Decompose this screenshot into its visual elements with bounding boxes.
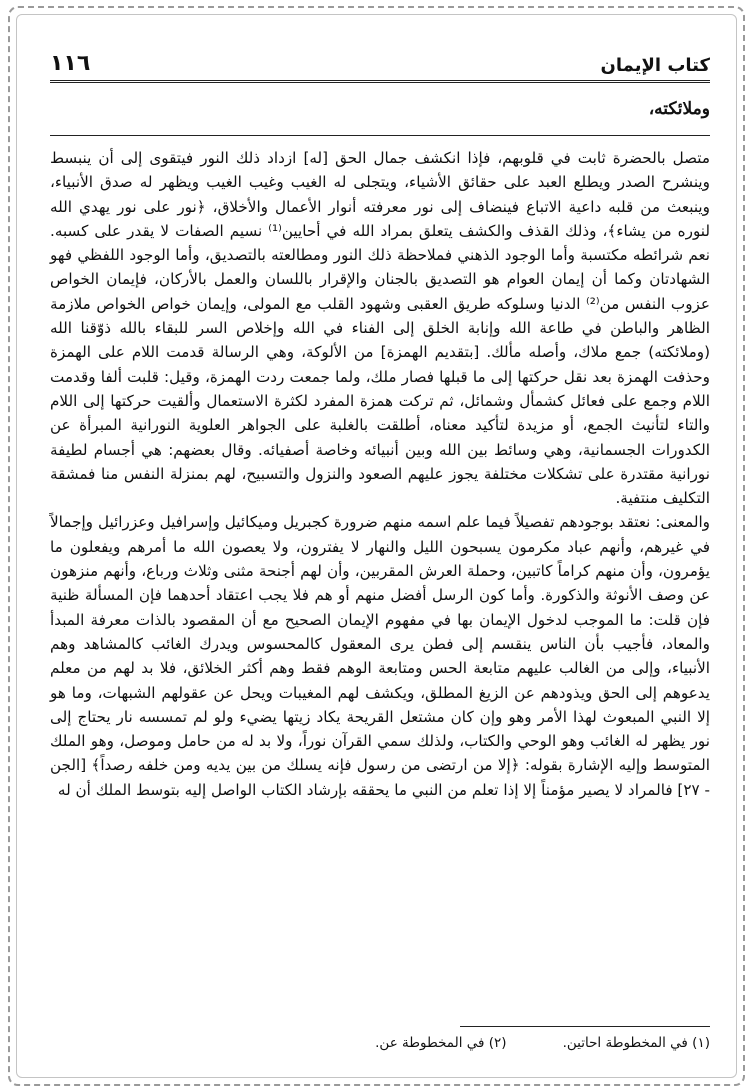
page-number: ١١٦ (50, 51, 91, 76)
lemma-heading: وملائكته، (648, 99, 710, 119)
header-rule (50, 80, 710, 83)
body-text (50, 146, 710, 802)
running-header (50, 40, 710, 80)
footnote-1: (١) في المخطوطة احاتين. (562, 1035, 710, 1051)
body-paragraph: والمعنى: نعتقد بوجودهم تفصيلاً فيما علم اسمه منهم ضرورة كجبريل وميكائيل وإسرافيل وعزرائيل وإجمالاً في غيرهم، وأنهم عباد مكرمون يسبحون الليل والنهار لا يفترون، ولا يعصون الله ما أمرهم ويفعلون ما يؤمرون، وأن منهم كراماً كاتبين، وحملة العرش المقربين، وأن لهم أجنحة مثنى وثلاث ورباع، وأنهم منزهون عن وصف الأنوثة والذكورة. وأما كون الرسل أفضل منهم أو هم فلا يجب اعتقاد أحدهما فإن المسألة ظنية فإن قلت: ما الموجب لدخول الإيمان بها في مفهوم الإيمان الصحيح مع أن المقصود بالذات معرفة المبدأ والمعاد، فأجيب بأن الناس ينقسم إلى فطن يرى المعقول كالمحسوس ويدرك الغائب كالمشاهد وهم الأنبياء، وإلى من الغالب عليهم متابعة الحس ومتابعة الوهم فقط وهم أكثر الخلائق، فلا بد لهم من معلم يدعوهم إلى الحق ويذودهم عن الزيغ المطلق، ويكشف لهم المغيبات ويحل عن عقولهم الشبهات، وما هو إلا النبي المبعوث لهذا الأمر وهو وإن كان مشتعل القريحة يكاد زيتها يضيء ولو لم تمسسه نار يحتاج إلى نور يظهر له الغائب وهو الوحي والكتاب، ولذلك سمي القرآن نوراً، ولا بد له من حامل وموصل، وهو الملك المتوسط وإليه الإشارة بقوله: ﴿إلا من ارتضى من رسول فإنه يسلك من بين يديه ومن خلفه رصداً﴾ [الجن - ٢٧] فالمراد لا يصير مؤمناً إلا إذا تعلم من النبي ما يحققه بإرشاد الكتاب الواصل إليه بتوسط الملك أن له (50, 513, 710, 799)
footnote-2: (٢) في المخطوطة عن. (375, 1035, 507, 1051)
document-page (50, 40, 710, 802)
footnote-rule (460, 1026, 710, 1027)
section-rule (50, 135, 710, 136)
footnotes (50, 1035, 710, 1051)
book-title: كتاب الإيمان (600, 55, 710, 76)
body-paragraph: متصل بالحضرة ثابت في قلوبهم، فإذا انكشف جمال الحق [له] ازداد ذلك النور فيتقوى إلى أن ينبسط وينشرح الصدر ويطلع العبد على حقائق الأشياء، ويتجلى له الغيب وغيب الغيب ويظهر له صدق الأنبياء، وينبعث من قلبه داعية الاتباع فينضاف إلى نور معرفته أنوار الأعمال والأخلاق، ﴿نور على نور يهدي الله لنوره من يشاء﴾، وذلك القذف والكشف يتعلق بمراد الله في أحايين⁽¹⁾ نسيم الصفات لا يقدر على كسبه. نعم شرائطه مكتسبة وأما الوجود الذهني فملاحظة ذلك النور ومطالعته بالتصديق، وأما الوجود اللفظي فهو الشهادتان وكما أن إيمان العوام هو التصديق بالجنان والإقرار باللسان والعمل بالأركان، فإيمان الخواص عزوب النفس من⁽²⁾ الدنيا وسلوكه طريق العقبى وشهود القلب مع المولى، وإيمان خواص الخواص ملازمة الظاهر والباطن في طاعة الله وإنابة الخلق إلى الفناء في الله وإخلاص السر للبقاء بالله ذوّقنا الله (وملائكته) جمع ملاك، وأصله مألك. [بتقديم الهمزة] من الألوكة، وهي الرسالة قدمت اللام على الهمزة وحذفت الهمزة بعد نقل حركتها إلى ما قبلها فصار ملك، ولما جمعت ردت الهمزة، وقيل: قلبت ألفا وقدمت اللام وجمع على فعائل كشمأل وشمائل، ثم تركت همزة المفرد لكثرة الاستعمال وألقيت حركتها إلى اللام والتاء لتأنيث الجمع، أو مزيدة لتأكيد معناه، أطلقت بالغلبة على الجواهر العلوية النورانية المبرأة عن الكدورات الجسمانية، وهي وسائط بين الله وبين أنبيائه وخاصة أصفيائه. وقال بعضهم: هي أجسام لطيفة نورانية مقتدرة على تشكلات مختلفة يجوز عليهم الصعود والنزول والتسبيح، لهم بمنزلة النفس منا فمشقة التكليف منتفية. (50, 149, 711, 508)
